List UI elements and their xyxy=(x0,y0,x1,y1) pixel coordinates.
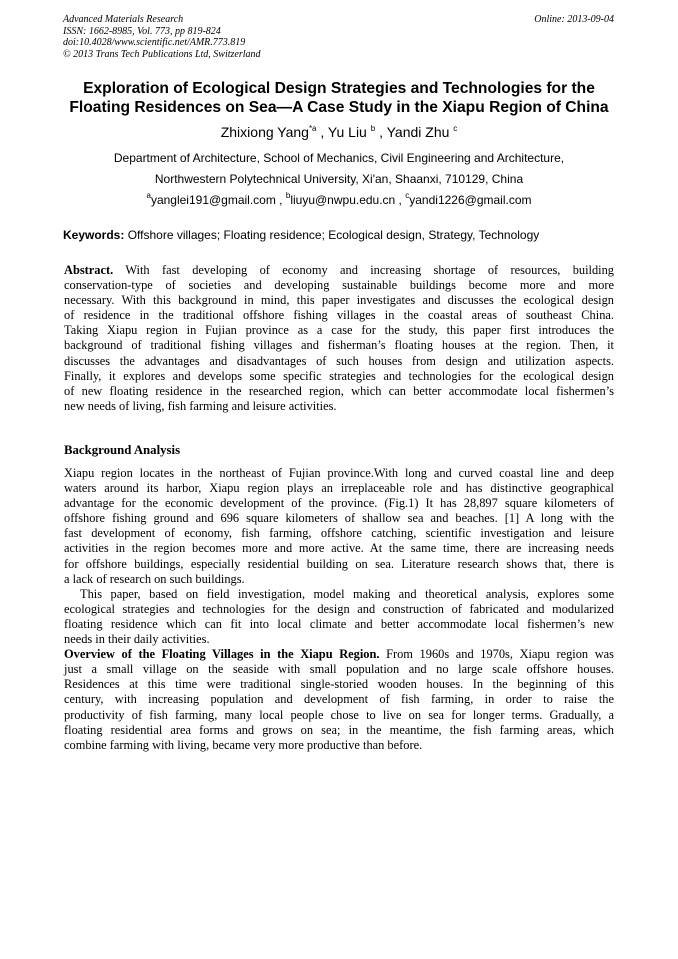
online-date: Online: 2013-09-04 xyxy=(534,14,614,25)
email-mark: c xyxy=(405,191,410,200)
author-name: Zhixiong Yang xyxy=(220,124,309,140)
title-line-1: Exploration of Ecological Design Strategies and Technologies for the xyxy=(83,80,595,97)
body-line: productivity of fish farming, many local people chose to live on sea for longer terms. Gradually, a xyxy=(64,707,614,722)
author-list xyxy=(40,124,638,140)
keywords-text: Offshore villages; Floating residence; Ecological design, Strategy, Technology xyxy=(127,228,540,242)
body-line: floating residence which can fit into local climate and better accommodate local fishermen’s new xyxy=(64,616,614,631)
abstract-line: new needs of living, fish farming and leisure activities. xyxy=(64,398,337,413)
keywords xyxy=(63,228,614,242)
body-line: offshore fishing ground and 696 square kilometers of shallow sea and beaches. [1] A long with the xyxy=(64,511,614,526)
copyright-line: © 2013 Trans Tech Publications Ltd, Switzerland xyxy=(63,48,261,60)
body-line: waters around its harbor, Xiapu region plays an irreplaceable role and has distinctive geographical xyxy=(64,481,614,496)
body-line: Overview of the Floating Villages in the Xiapu Region. From 1960s and 1970s, Xiapu region was xyxy=(64,647,614,662)
abstract-line: background of traditional fishing villages and fisherman’s floating houses at the region. Then, it xyxy=(64,338,614,353)
body-line: floating residential area forms and grows on sea; in the meantime, the fish farming areas, which xyxy=(64,722,614,737)
subsection-heading: Overview of the Floating Villages in the Xiapu Region. xyxy=(64,647,380,662)
email-mark: a xyxy=(146,191,151,200)
abstract-line: conservation-type of societies and developing sustainable buildings become more and more xyxy=(64,278,614,293)
affiliation-line-2: Northwestern Polytechnical University, Xi'an, Shaanxi, 710129, China xyxy=(154,172,524,186)
issn-line: ISSN: 1662-8985, Vol. 773, pp 819-824 xyxy=(63,25,221,37)
abstract-line: discusses the advantages and disadvantages of such houses from design and utilization aspects. xyxy=(64,353,614,368)
author-emails xyxy=(40,193,638,207)
abstract-line: necessary. With this background in mind, this paper investigates and discusses the ecological design xyxy=(64,293,614,308)
publication-info xyxy=(63,14,614,60)
author-name: , Yu Liu xyxy=(320,124,367,140)
abstract-line: of new floating residence in the researched region, which can better accommodate local fishermen’s xyxy=(64,383,614,398)
doi-line: doi:10.4028/www.scientific.net/AMR.773.819 xyxy=(63,37,246,48)
abstract-label: Abstract. xyxy=(64,263,114,277)
abstract-line: Finally, it explores and develops some specific strategies and technologies for the ecological design xyxy=(64,368,614,383)
body-line: just a small village on the seaside with small population and no large scale offshore houses. xyxy=(64,662,614,677)
section-heading: Background Analysis xyxy=(64,443,181,457)
body-line: activities in the region becomes more and more active. At the same time, there are increasing needs xyxy=(64,541,614,556)
body-line: Xiapu region locates in the northeast of Fujian province.With long and curved coastal line and deep xyxy=(64,466,614,480)
author-affil-mark: *a xyxy=(308,124,317,133)
abstract-line: of residence in the traditional offshore fishing villages in the coastal areas of southeast China. xyxy=(64,308,614,323)
body-line: combine farming with living, became very more productive than before. xyxy=(64,737,423,752)
running-header xyxy=(63,14,614,60)
email-link[interactable]: liuyu@nwpu.edu.cn , xyxy=(290,193,402,207)
author-name: , Yandi Zhu xyxy=(379,124,450,140)
keywords-label: Keywords: xyxy=(63,228,125,242)
author-affil-mark: b xyxy=(370,124,376,133)
email-link[interactable]: yandi1226@gmail.com xyxy=(409,193,532,207)
background-body xyxy=(64,466,614,753)
journal-name: Advanced Materials Research xyxy=(63,14,184,25)
paper-title xyxy=(40,79,638,117)
title-line-2: Floating Residences on Sea—A Case Study in the Xiapu Region of China xyxy=(69,99,609,116)
body-line: for offshore buildings, especially residential building on sea. Literature research shows that, there is xyxy=(64,556,614,571)
body-line: century, with increasing population and development of fish farming, in order to raise the xyxy=(64,692,614,707)
abstract-line: Taking Xiapu region in Fujian province as a case for the study, this paper first introduces the xyxy=(64,323,614,338)
body-line: fast development of economy, fish farming, offshore catching, scientific investigation and leisure xyxy=(64,526,614,541)
email-mark: b xyxy=(285,191,291,200)
body-line: This paper, based on field investigation, model making and theoretical analysis, explores some xyxy=(80,586,614,601)
affiliation-line-1: Department of Architecture, School of Mechanics, Civil Engineering and Architecture, xyxy=(113,151,565,165)
body-line: ecological strategies and technologies for the design and construction of fabricated and modularized xyxy=(64,601,614,616)
body-line: a lack of research on such buildings. xyxy=(64,571,245,586)
body-line: Residences at this time were traditional single-storied wooden houses. In the beginning of this xyxy=(64,677,614,692)
body-line: advantage for the economic development of the province. (Fig.1) It has 28,897 square kilometers of xyxy=(64,496,614,511)
email-link[interactable]: yanglei191@gmail.com , xyxy=(150,193,283,207)
body-line: needs in their daily activities. xyxy=(64,632,210,647)
abstract-line: Abstract. With fast developing of economy and increasing shortage of resources, building xyxy=(64,263,615,277)
author-affil-mark: c xyxy=(453,124,458,133)
abstract xyxy=(64,263,614,414)
